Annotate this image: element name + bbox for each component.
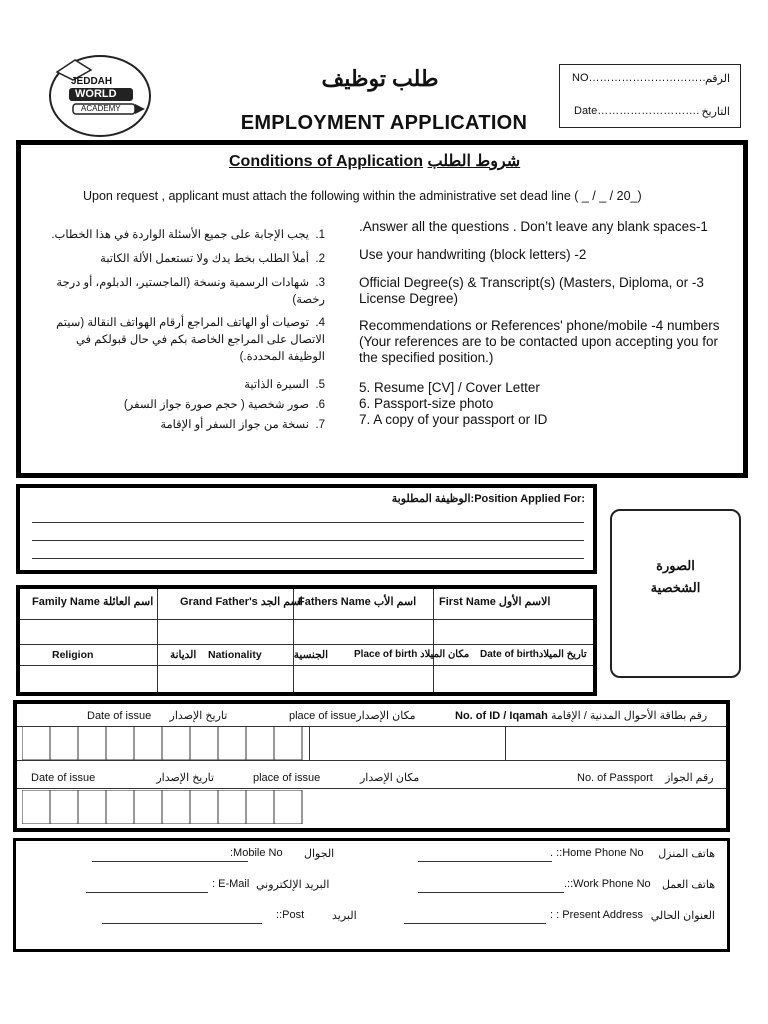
- post-line[interactable]: [102, 923, 262, 924]
- passport-date-en: Date of issue: [31, 772, 96, 784]
- id-date-ar: تاريخ الإصدار: [169, 710, 228, 722]
- first-name-ar: الاسم الأول: [498, 596, 551, 608]
- id-number-ar: رقم بطاقة الأحوال المدنية / الإقامة: [550, 710, 708, 722]
- position-section: [16, 484, 597, 574]
- title-arabic: طلب توظيف: [321, 66, 439, 91]
- logo-text-world: WORLD: [75, 88, 117, 100]
- grandfather-name-header: [180, 595, 303, 608]
- home-phone-en: :Home Phone No: [559, 847, 644, 859]
- en-item-2: Use your handwriting (block letters) -2: [359, 247, 587, 262]
- family-name-en: Family Name: [32, 596, 100, 608]
- ar-item-1: 1. يجب الإجابة على جميع الأسئلة الواردة في هذا الخطاب.: [51, 229, 325, 241]
- address-ar: العنوان الحالي: [650, 910, 715, 922]
- religion-ar: الديانة: [170, 649, 197, 661]
- ar-item-7: 7. نسخة من جواز السفر أو الإقامة: [160, 419, 325, 431]
- academy-logo: [45, 50, 155, 140]
- en-item-3: Official Degree(s) & Transcript(s) (Masters, Diploma, or -3 License Degree): [359, 275, 704, 306]
- work-phone-label: .::Work Phone No: [564, 878, 651, 890]
- en-item-4b: (Your references are to be contacted upon accepting you for the specified position.): [359, 334, 718, 365]
- id-date-en: Date of issue: [87, 710, 152, 722]
- id-place-header: [289, 709, 416, 722]
- position-line-2[interactable]: [32, 540, 584, 541]
- number-date-box: [559, 64, 741, 128]
- number-field[interactable]: NO…………………………….: [572, 72, 713, 84]
- ar-item-6: 6. صور شخصية ( حجم صورة جواز السفر): [123, 399, 325, 411]
- id-place-ar: مكان الإصدار: [356, 710, 416, 722]
- home-phone-line[interactable]: [418, 861, 552, 862]
- personal-info-table: [16, 585, 597, 696]
- post-label: ::Post: [276, 909, 305, 921]
- grandfather-name-en: Grand Father's: [180, 596, 258, 608]
- position-label: [392, 492, 585, 505]
- en-item-6: 6. Passport-size photo: [359, 396, 494, 411]
- email-line[interactable]: [86, 892, 208, 893]
- nationality-ar: الجنسية: [293, 649, 328, 661]
- email-en: : E-Mail: [212, 878, 250, 890]
- conditions-intro: Upon request , applicant must attach the following within the administrative set dead line ( _ / _ / 20_): [83, 189, 642, 203]
- dob-en: Date of birth: [480, 649, 539, 660]
- father-name-en: Fathers Name: [298, 596, 371, 608]
- first-name-en: First Name: [439, 596, 496, 608]
- conditions-list-ar: [49, 227, 325, 437]
- number-label-ar: الرقم: [704, 73, 730, 85]
- id-date-boxes[interactable]: [22, 726, 307, 765]
- conditions-heading-ar: شروط الطلب: [427, 153, 521, 170]
- father-name-ar-2: الأب: [373, 596, 394, 608]
- title-english: EMPLOYMENT APPLICATION: [240, 112, 528, 134]
- ar-item-5: 5. السيرة الذاتية: [244, 379, 325, 391]
- pob-ar: مكان الميلاد: [420, 649, 470, 660]
- contact-section: [13, 838, 730, 952]
- photo-label: [612, 555, 739, 599]
- conditions-heading: [229, 151, 520, 171]
- mobile-line[interactable]: [92, 861, 248, 862]
- id-date-header: [87, 709, 227, 722]
- grandfather-name-ar: اسم الجد: [260, 596, 303, 608]
- photo-box[interactable]: [610, 509, 741, 678]
- photo-label-2: الشخصية: [650, 580, 701, 595]
- address-label: : : Present Address: [550, 909, 643, 921]
- passport-number-header: [577, 771, 714, 784]
- position-label-ar: الوظيفة المطلوبة: [391, 493, 471, 505]
- pob-header: [354, 649, 469, 660]
- address-en: : Present Address: [556, 909, 643, 921]
- email-ar: البريد الإلكتروني: [256, 879, 330, 891]
- work-phone-ar: هاتف العمل: [661, 879, 715, 891]
- photo-label-1: الصورة: [656, 558, 695, 573]
- dob-header: [480, 649, 587, 660]
- passport-place-en: place of issue: [253, 772, 321, 784]
- first-name-header: [439, 595, 550, 608]
- date-field[interactable]: Date……………………….: [574, 105, 700, 117]
- conditions-heading-en: Conditions of Application: [229, 153, 424, 170]
- en-item-1: .Answer all the questions . Don’t leave any blank spaces-1: [359, 219, 708, 234]
- logo-text-jeddah: JEDDAH: [71, 76, 113, 87]
- father-name-header: [298, 595, 416, 608]
- home-phone-label: . ::Home Phone No: [550, 847, 644, 859]
- work-phone-en: :Work Phone No: [570, 878, 651, 890]
- pob-en: Place of birth: [354, 649, 418, 660]
- ar-item-2: 2. أملأ الطلب بخط يدك ولا تستعمل الألة الكاتبة: [100, 253, 325, 265]
- nationality-en: Nationality: [207, 649, 262, 661]
- passport-date-boxes[interactable]: [22, 790, 307, 829]
- id-number-en: No. of ID / Iqamah: [455, 710, 548, 722]
- ar-item-4: 4. توصيات أو الهاتف المراجع أرقام الهواتف النقالة (سيتم الاتصال على المراجع الخاصة بكم في حال قبولكم في الوظيفة المحددة.): [56, 317, 325, 363]
- date-label-ar: التاريخ: [701, 106, 730, 118]
- home-phone-ar: هاتف المنزل: [658, 848, 715, 860]
- mobile-en: :Mobile No: [230, 847, 283, 859]
- ar-item-3: 3. شهادات الرسمية ونسخة (الماجستير، الدبلوم، أو درجة رخصة): [56, 277, 325, 306]
- post-ar: البريد: [332, 910, 357, 922]
- passport-date-ar: تاريخ الإصدار: [156, 772, 215, 784]
- id-place-en: place of issue: [289, 710, 357, 722]
- position-line-3[interactable]: [32, 558, 584, 559]
- conditions-list-en: [359, 219, 739, 428]
- family-name-header: [32, 595, 153, 608]
- passport-place-header: [253, 771, 419, 784]
- conditions-section: [16, 140, 748, 478]
- id-number-header: [455, 709, 707, 722]
- passport-place-ar: مكان الإصدار: [360, 772, 420, 784]
- father-name-ar-1: اسم: [396, 596, 417, 608]
- logo-text-academy: ACADEMY: [81, 104, 121, 113]
- address-line[interactable]: [404, 923, 546, 924]
- en-item-5: 5. Resume [CV] / Cover Letter: [359, 380, 540, 395]
- mobile-ar: الجوال: [304, 848, 335, 860]
- work-phone-line[interactable]: [418, 892, 564, 893]
- passport-date-header: [31, 771, 214, 784]
- position-line-1[interactable]: [32, 522, 584, 523]
- religion-en: Religion: [52, 649, 94, 661]
- en-item-4: Recommendations or References' phone/mobile -4 numbers: [359, 318, 720, 333]
- post-en: :Post: [279, 909, 305, 921]
- id-passport-section: [13, 700, 730, 832]
- position-label-en: :Position Applied For:: [470, 493, 585, 505]
- passport-number-en: No. of Passport: [577, 772, 653, 784]
- passport-number-ar: رقم الجواز: [665, 772, 714, 784]
- en-item-7: 7. A copy of your passport or ID: [359, 412, 548, 427]
- dob-ar: تاريخ الميلاد: [538, 649, 587, 660]
- family-name-ar: اسم العائلة: [102, 596, 154, 608]
- nationality-header: [170, 649, 328, 661]
